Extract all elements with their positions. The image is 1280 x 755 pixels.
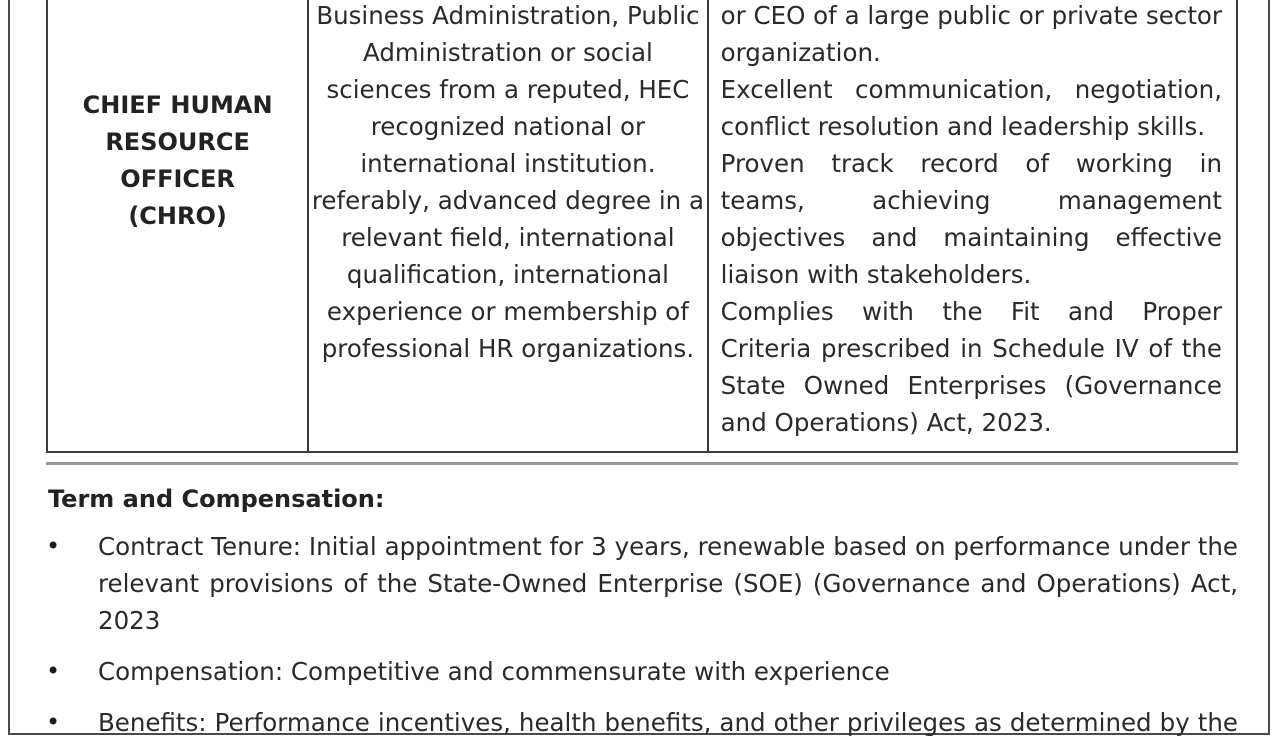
education-cell (309, 0, 708, 451)
experience-line: and Operations) Act, 2023. (720, 408, 1052, 437)
experience-line: State Owned Enterprises (Governance (720, 371, 1222, 400)
education-line: professional HR organizations. (321, 334, 695, 363)
education-line: international institution. (360, 149, 656, 178)
experience-line: teams, achieving management (720, 186, 1222, 215)
terms-item-line: Compensation: Competitive and commensurate with experience (98, 657, 890, 686)
bullet-icon: • (46, 708, 61, 736)
education-line: Administration or social (363, 38, 653, 67)
terms-item-contract-tenure (46, 528, 1238, 639)
experience-line: or CEO of a large public or private sector (720, 1, 1222, 30)
position-title-line: CHIEF HUMAN (82, 91, 273, 119)
education-line: recognized national or (370, 112, 646, 141)
experience-line: Excellent communication, negotiation, (720, 75, 1222, 104)
position-title-line: RESOURCE OFFICER (105, 128, 250, 193)
experience-cell (709, 0, 1236, 451)
education-line: Business Administration, Public (316, 1, 700, 30)
education-line: qualification, international (346, 260, 669, 289)
education-line: experience or membership of (326, 297, 689, 326)
experience-line: objectives and maintaining effective (720, 223, 1222, 252)
education-line: relevant field, international (341, 223, 675, 252)
position-title-line: (CHRO) (128, 202, 227, 230)
job-requirements-table (46, 0, 1238, 453)
table-bottom-rule (46, 462, 1238, 465)
experience-line: Proven track record of working in (720, 149, 1222, 178)
education-line: referably, advanced degree in a (311, 186, 704, 215)
terms-item-compensation (46, 653, 1238, 690)
terms-item-line: Contract Tenure: Initial appointment for 3 years, renewable based on performance under the (98, 532, 1238, 561)
position-title-cell (48, 0, 309, 451)
bullet-icon: • (46, 657, 61, 685)
terms-heading: Term and Compensation: (48, 485, 385, 513)
terms-item-line: 2023 (98, 606, 161, 635)
terms-list (46, 528, 1238, 755)
experience-line: organization. (720, 38, 881, 67)
terms-item-line: Benefits: Performance incentives, health benefits, and other privileges as determined by the (98, 708, 1238, 737)
position-title (48, 87, 307, 235)
experience-line: conflict resolution and leadership skills. (720, 112, 1205, 141)
terms-item-line: relevant provisions of the State-Owned Enterprise (SOE) (Governance and Operations) Act, (98, 569, 1238, 598)
experience-line: liaison with stakeholders. (720, 260, 1032, 289)
bullet-icon: • (46, 532, 61, 560)
experience-line: Criteria prescribed in Schedule IV of the (720, 334, 1222, 363)
experience-line: Complies with the Fit and Proper (720, 297, 1222, 326)
education-line: sciences from a reputed, HEC (326, 75, 690, 104)
terms-item-benefits (46, 704, 1238, 741)
